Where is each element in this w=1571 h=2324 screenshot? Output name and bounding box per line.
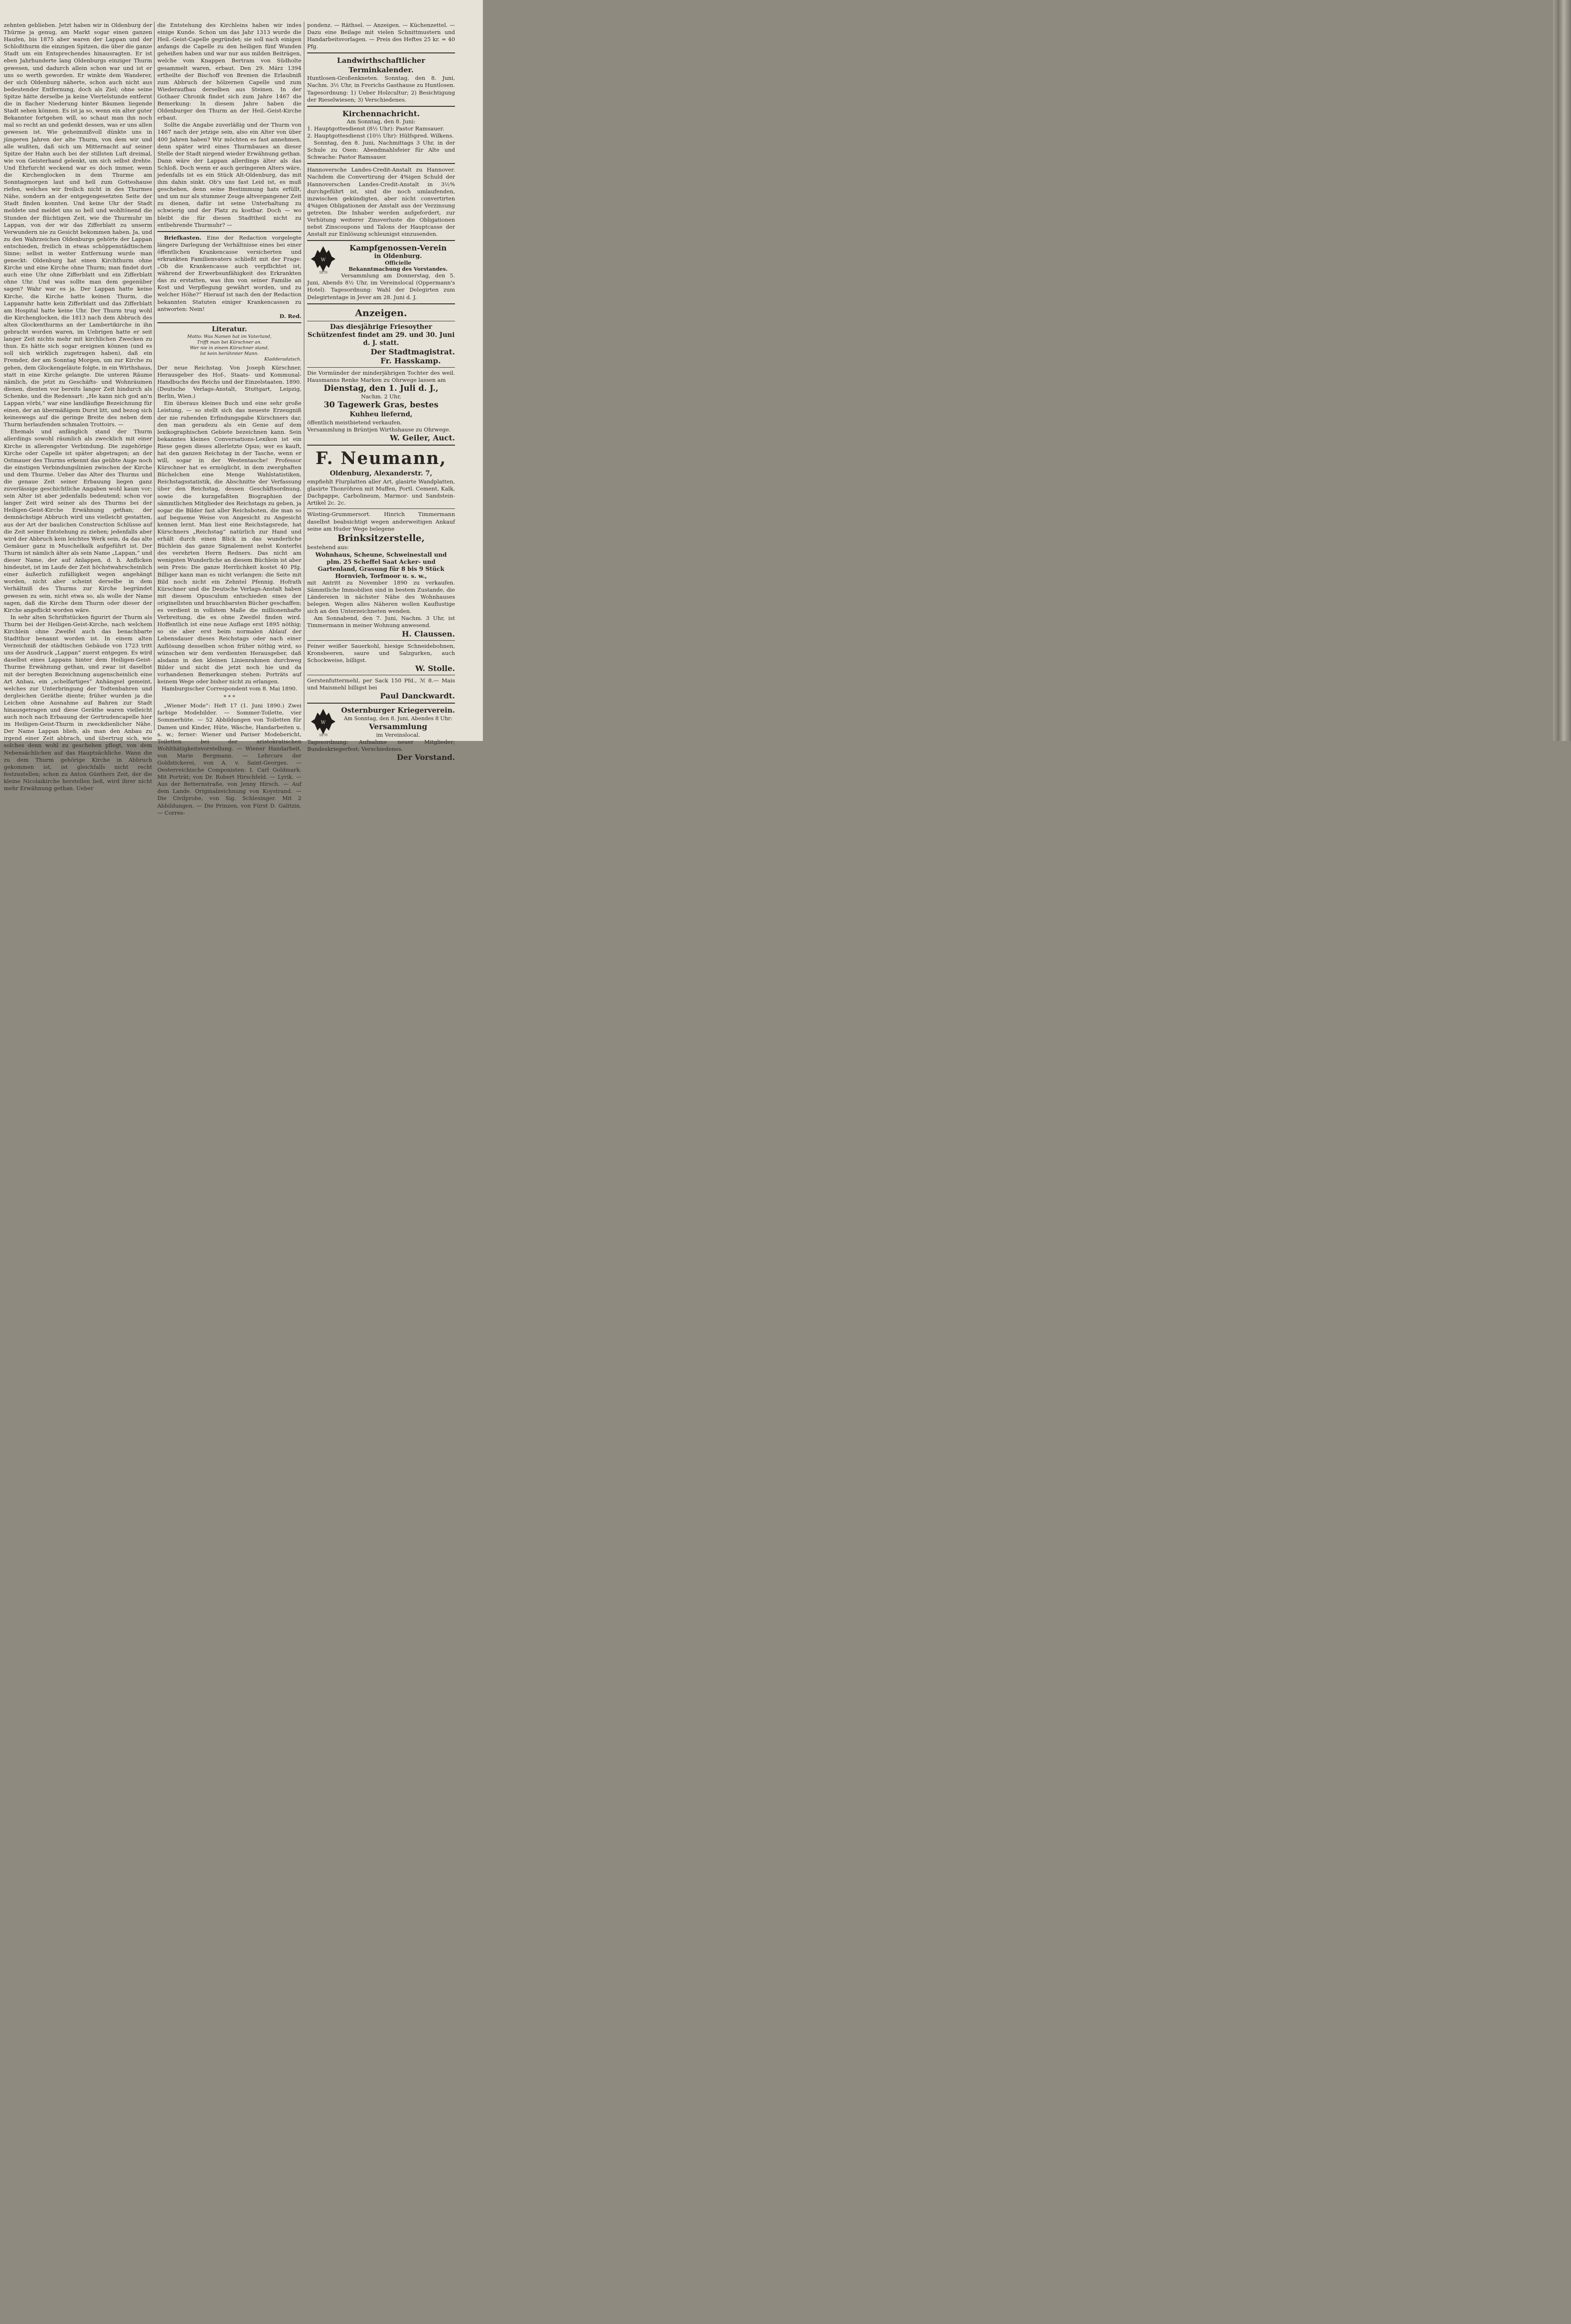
kriegerverein-versammlung: Versammlung xyxy=(369,722,428,732)
gras-line: 30 Tagewerk Gras, bestes xyxy=(324,400,438,410)
neumann-name: F. Neumann, xyxy=(315,448,447,469)
paragraph: Sollte die Angabe zuverläßig und der Thurm von 1467 nach der jetzige sein, also ein Alter von über 400 Jahren haben? Wir möchten es fast annehmen, denn später wird eines Thurmbaues an dieser Stelle der Stadt nirgend wieder Erwähnung gethan. Dann wäre der Lappan allerdings älter als das Schloß. Doch wenn er auch geringeren Alters wäre, jedenfalls ist es ein Stück Alt-Oldenburg, das mit ihm dahin sinkt. Ob's uns fast Leid ist, es muß geschehen, denn seine Bestimmung hats erfüllt, und um nur als stummer Zeuge altvergangener Zeit zu dienen, dafür ist seine Unterhaltung zu schwierig und der Platz zu kostbar. Doch — wo bleibt die für diesen Stadttheil nicht zu entbehrende Thurmuhr? — xyxy=(157,121,301,228)
nachm-line: Nachm. 2 Uhr, xyxy=(361,393,401,400)
stolle-signature: W. Stolle. xyxy=(415,663,455,673)
article-lappan xyxy=(4,22,152,792)
briefkasten-title: Briefkasten. xyxy=(164,234,202,241)
wohnhaus-text: Wohnhaus, Scheune, Schweinestall und plm. 25 Scheffel Saat Acker- und Gartenland, Grasung für 8 bis 9 Stück Hornvieh, Torfmoor u. s. w., xyxy=(315,551,447,579)
divider xyxy=(307,367,455,368)
kampfgenossen-announcement: Bekanntmachung des Vorstandes. xyxy=(348,266,448,273)
gerste-text: Gerstenfuttermehl, per Sack 150 Pfd., ℳ 8.— Mais und Maismehl billigst bei xyxy=(307,677,455,691)
kuhheu-line: Kuhheu liefernd, xyxy=(349,410,413,418)
sonnabend-text: Am Sonnabend, den 7. Juni, Nachm. 3 Uhr, ist Timmermann in meiner Wohnung anwesend. xyxy=(307,615,455,629)
column-rule xyxy=(154,22,155,731)
kirchennachricht-line: 1. Hauptgottesdienst (8½ Uhr): Pastor Ramsauer. xyxy=(307,125,445,132)
kampfgenossen-ad xyxy=(307,243,455,275)
terminkalender-text: Huntlosen-Großenkneten. Sonntag, den 8. Juni, Nachm. 3½ Uhr, in Frerichs Gasthause zu Huntlosen. Tagesordnung: 1) Ueber Holzcultur; 2) Besichtigung der Rieselwiesen; 3) Verschiedenes. xyxy=(307,75,455,103)
literatur-text: Ein überaus kleines Buch und eine sehr große Leistung, — so stellt sich das neueste Erzeugniß der nie ruhenden Erfindungsgabe Kürschners dar, den man geradezu als ein Genie auf dem lexikographischen Gebiete bezeichnen kann. Sein bekanntes kleines Conversations-Lexikon ist ein Riese gegen dieses allerletzte Opus; wer es kauft, hat den ganzen Reichstag in der Tasche, wenn er will, sogar in der Westentasche! Professor Kürschner hat es ermöglicht, in dem zwerghaften Büchelchen eine Menge Wahlstatistiken, Reichstagsstatistik, die Abschnitte der Verfassung über den Reichstag, dessen Geschäftsordnung, sowie die kurzgefaßten Biographien der sämmtlichen Mitglieder des Reichstags zu geben, ja sogar die Bilder fast aller Reichsboten, die man so auf bequeme Weise von Angesicht zu Angesicht kennen lernt. Man liest eine Reichstagsrede, hat Kürschners „Reichstag“ natürlich zur Hand und erhält durch einen Blick in das wunderliche Büchlein das ganze Signalement nebst Konterfei des verehrten Herrn Redners. Das nicht am wenigsten Wunderliche an diesem Büchlein ist aber sein Preis: Die ganze Herrlichkeit kostet 40 Pfg. Billiger kann man es nicht verlangen: die Seite mit Bild noch nicht ein Zehntel Pfennig. Hofrath Kürschner und die Deutsche Verlags-Anstalt haben mit diesem Opusculum entschieden eines der originellsten und brauchbarsten Bücher geschaffen; es verdient in vollstem Maße die millionenhafte Verbreitung, die es ohne Zweifel finden wird. Hoffentlich ist eine neue Auflage erst 1895 nöthig; so sie aber erst beim normalen Ablauf der Lebensdauer dieses Reichstags oder nach einer Auflösung desselben schon früher nöthig wird, so wünschen wir dem verdienten Herausgeber, daß alsdann in den kleinen Linienrahmen durchweg Bilder und nicht die jetzt noch hie und da vorhandenen Bemerkungen stehen: Porträts auf keinem Wege oder bisher nicht zu erlangen. xyxy=(157,400,301,685)
paragraph: zehnten geblieben. Jetzt haben wir in Oldenburg der Thürme ja genug, am Markt sogar einen ganzen Haufen, bis 1875 aber waren der Lappan und der Schloßthurm die einzigen Spitzen, die über die ganze Stadt um ein Entsprechendes hinausragten. Er ist eben Jahrhunderte lang Oldenburgs einziger Thurm gewesen, und dadurch allein schon war und ist er uns so werth geworden. Er winkte dem Wanderer, der sich Oldenburg näherte, schon auch nicht aus bedeutender Entfernung, doch als Ziel; ohne seine Spitze hätte derselbe ja keine Viertelstunde entfernt die in flacher Niederung hinter Bäumen liegende Stadt sehen können. Es ist ja so, wenn ein alter guter Bekannter fortgehen will, so schaut man ihn noch mal so recht an und gedenkt dessen, was er uns allen gewesen ist. Wie geheimnißvoll dünkte uns in jüngeren Jahren der alte Thurm, von dem wir und alle wußten, daß sich um Mitternacht auf seiner Spitze der Hahn auch bei der stillsten Luft dreimal, wie von Geisterhand gelenkt, um sich selbst drehte. Und Ehrfurcht weckend war es doch immer, wenn die Kirchenglocken in dem Thurme am Sonntagmorgen laut und hell zum Gotteshause riefen, welches wir freilich nicht in des Thurmes Nähe, sondern an der entgegengesetzten Seite der Stadt finden konnten. Und keine Uhr der Stadt meldete und meldet uns so hell und wohltönend die Stunden der flüchtigen Zeit, wie die Thurmuhr im Lappan, von der wir das Zifferblatt zu unserm Verwundern nie zu Gesicht bekommen haben. Ja, und zu den Wahrzeichen Oldenburgs gehörte der Lappan entschieden, freilich in etwas schöppenstädtischem Sinne; selbst in weiter Entfernung wurde man geneckt: Oldenburg hat einen Kirchthurm ohne Kirche und eine Kirche ohne Thurm; man findet dort auch eine Uhr ohne Zifferblatt und ein Zifferblatt ohne Uhr. Und was sollte man dem gegenüber sagen? Wahr war es ja. Der Lappan hatte keine Kirche, die Kirche hatte keinen Thurm, die Lappanuhr hatte kein Zifferblatt und das Zifferblatt am Hospital hatte keine Uhr. Der Thurm trug wohl die Kirchenglocken, die 1813 nach dem Abbruch des alten Glockenthurms an der Lambertikirche in ihn gebracht worden waren, im Uebrigen hatte er seit langer Zeit nichts mehr mit kirchlichen Zwecken zu thun. Es hätte sich sogar ereignen können (und es soll sich wirklich zugetragen haben), daß ein Fremder, der am Sonntag Morgen, um zur Kirche zu gehen, dem Glockengeläute folgte, in ein Wirthshaus, statt in eine Kirche gelangte. Die unteren Räume nämlich, die jetzt zu Geschäfts- und Wohnräumen dienen, dienten vor bereits langer Zeit hindurch als Schenke, und die Redensart: „He kann nich god an'n Lappan vörbi,“ war eine landläufige Bezeichnung für einen, der an übermäßigem Durst litt, und bezog sich keineswegs auf die geringe Breite des neben dem Thurm herlaufenden schmalen Trottoirs. — xyxy=(4,22,152,428)
kriegerverein-text: Tagesordnung: Aufnahme neuer Mitglieder; Bundeskriegerfest; Verschiedenes. xyxy=(307,739,455,753)
paragraph: Ehemals und anfänglich stand der Thurm allerdings sowohl räumlich als zwecklich mit einer Kirche in allerengster Verbindung. Die zugehörige Kirche oder Capelle ist später abgetragen; an der Ostmauer des Thurms erkennt das geübte Auge noch die einstigen Verbindungslinien zwischen der Kirche und dem Thurme. Ueber das Alter des Thurms und die genaue Zeit seiner Erbauung liegen ganz zuverlässige geschichtliche Angaben wohl kaum vor; sein Alter ist aber jedenfalls bedeutend; schon vor langer Zeit wird seiner als des Thurms bei der Heiligen-Geist-Kirche Erwähnung gethan; der demnächstige Abbruch wird uns vielleicht gestatten, aus der Art der baulichen Construction Schlüsse auf die Zeit seiner Entstehung zu ziehen; jedenfalls aber wird der Abbruch kein leichtes Werk sein, da das alte Gemäuer ganz in Muschelkalk aufgeführt ist. Der Thurm ist nämlich älter als sein Name „Lappan,“ und dieser Name, der auf Anlappen, d. h. Anflicken hindeutet, ist im Laufe der Zeit höchstwahrscheinlich einer äußerlich zufälligkeit wegen angehängt worden, nicht aber scheint derselbe in dem Verhältniß des Thurms zur Kirche begründet gewesen zu sein, nicht etwa so, als wolle der Name sagen, daß die Kirche dem Thurm oder dieser der Kirche angeflickt worden wäre. xyxy=(4,428,152,613)
divider xyxy=(307,163,455,164)
divider xyxy=(307,106,455,107)
verkauf-line: öffentlich meistbietend verkaufen. xyxy=(307,419,402,426)
paragraph: In sehr alten Schriftstücken figurirt der Thurm als Thurm bei der Heiligen-Geist-Kirche, nach welchem Kirchlein ohne Zweifel auch das benachbarte Stadtthor benannt worden ist. In einem alten Verzeichniß der städtischen Gebäude von 1723 tritt uns der Ausdruck „Lappan“ zuerst entgegen. Es wird daselbst eines Lappans hinter dem Heiligen-Geist-Thurme Erwähnung gethan, und zwar ist daselbst mit der beregten Bezeichnung augenscheinlich eine Art Anbau, ein „schelfartiges“ Anhängsel gemeint, welches zur Unterbringung der Todtenbahren und dergleichen Geräthe diente; früher wurden ja die Leichen ohne Ausnahme auf Bahren zur Stadt hinausgetragen und diese Geräthe waren vielleicht auch noch nach Erbauung der Gertrudencapelle hier im Heiligen-Geist-Thurm in zweckdienlicher Nähe. Der Name Lappan blieb, als man den Anbau zu irgend einer Zeit abbrach, und übertrug sich, wie solches denn wohl zu geschehen pflegt, von dem Nebensächlichen auf das Hauptsächliche. Wann die zu dem Thurm gehörige Kirche in Abbruch gekommen ist, ist gleichfalls nicht recht festzustellen; schon zu Anton Günthers Zeit, der die kleine Nicolaikirche herstellen ließ, wird ihrer nicht mehr Erwähnung gethan. Ueber xyxy=(4,613,152,792)
wiener-mode-text: „Wiener Mode“: Heft 17 (1. Juni 1890.) Zwei farbige Modebilder. — Sommer-Toilette, vier Sommerhüte. — 52 Abbildungen von Toiletten für Damen und Kinder, Hüte, Wäsche, Handarbeiten u. s. w.; ferner: Wiener und Pariser Modebericht, Toiletten bei der aristokratischen Wohlthätigkeitsvorstellung. — Wiener Handarbeit, von Marie Bergmann. — Lehrcurs der Goldstickerei, von A. v. Saint-Georges. — Oesterreichische Componisten: I. Carl Goldmark. Mit Porträt; von Dr. Robert Hirschfeld. — Lyrik. — Aus der Betternstraße, von Jenny Hirsch. — Auf dem Lande. Originalzeichnung von Koystrand. — Die Civilprobe, von Sig. Schlesinger. Mit 2 Abbildungen. — Die Prinzen, von Fürst D. Galitzin. — Corres- xyxy=(157,702,301,816)
geiler-signature: W. Geiler, Auct. xyxy=(390,433,455,443)
verkauf-line-2: Versammlung in Brüntjen Wirthshause zu Ohrwege. xyxy=(307,426,451,433)
kriegerverein-signature: Der Vorstand. xyxy=(396,753,455,762)
kriegerverein-ad xyxy=(307,706,455,739)
neumann-text: empfiehlt Flurplatten aller Art, glasirte Wandplatten, glasirte Thonröhren mit Muffen, Portl. Cement, Kalk, Dachpappe, Carbolineum, Marmor- und Sandstein-Artikel 2c. 2c. xyxy=(307,478,455,507)
briefkasten-text: Eine der Redaction vorgelegte längere Darlegung der Verhältnisse eines bei einer öffentlichen Krankencasse versicherten und erkrankten Familienvaters schließt mit der Frage: „Ob die Krankencasse auch verpflichtet ist, während der Erwerbsunfähigkeit des Erkrankten das zu erstatten, was ihm von seiner Familie an Kost und Verpflegung gewährt worden, und zu welcher Höhe?“ Hierauf ist nach den der Redaction bekannten Statuten einiger Krankencassen zu antworten: Nein! xyxy=(157,234,301,312)
schuetzenfest-signature-1: Der Stadtmagistrat. xyxy=(370,347,455,356)
schuetzenfest-signature-2: Fr. Hasskamp. xyxy=(380,356,441,365)
motto xyxy=(157,334,301,362)
motto-line: Kladderadatsch. xyxy=(264,356,301,362)
divider xyxy=(307,640,455,641)
divider xyxy=(307,303,455,304)
divider xyxy=(157,322,301,323)
column-2 xyxy=(157,22,301,816)
newspaper-page xyxy=(0,0,483,816)
article-lappan-continued xyxy=(157,22,301,229)
svg-text:W: W xyxy=(320,258,326,263)
kirchennachricht-date: Am Sonntag, den 8. Juni: xyxy=(346,118,416,125)
kriegerverein-location: im Vereinslocal. xyxy=(376,732,420,739)
vormuender-text: Die Vormünder der minderjährigen Tochter des weil. Hausmanns Renke Marken zu Ohrwege lassen am xyxy=(307,369,455,383)
literatur-title: Literatur. xyxy=(212,325,247,333)
kampfgenossen-official: Officielle xyxy=(385,260,412,267)
brinksitzerstelle-title: Brinksitzerstelle, xyxy=(337,533,425,543)
briefkasten-section xyxy=(157,234,301,320)
separator-stars: * * * xyxy=(223,694,235,701)
kriegerverein-title: Osternburger Kriegerverein. xyxy=(341,706,455,714)
cross-year: 1870 xyxy=(319,733,327,737)
sauerkohl-text: Feiner weißer Sauerkohl, hiesige Schneidebohnen, Kronsbeeren, saure und Salzgurken, auch Schockweise, billigst. xyxy=(307,642,455,663)
kriegerverein-date: Am Sonntag, den 8. Juni, Abendes 8 Uhr: xyxy=(343,715,453,722)
bestehend-line: bestehend aus: xyxy=(307,543,349,551)
divider xyxy=(307,52,455,53)
briefkasten-signature: D. Red. xyxy=(279,312,301,319)
divider xyxy=(307,508,455,509)
anzeigen-title: Anzeigen. xyxy=(355,307,407,318)
divider xyxy=(307,240,455,241)
wiener-mode-end: pondenz. — Räthsel. — Anzeigen. — Küchenzettel. — Dazu eine Beilage mit vielen Schnittmustern und Handarbeitsvorlagen. — Preis des Heftes 25 kr. = 40 Pfg. xyxy=(307,22,455,50)
hannover-notice: Hannoversche Landes-Credit-Anstalt zu Hannover. Nachdem die Convertirung der 4%igen Schuld der Hannoverschen Landes-Credit-Anstalt in 3½% durchgeführt ist, sind die noch umlaufenden, inzwischen gekündigten, aber nicht convertirten 4%igen Obligationen der Anstalt aus der Verzinsung getreten. Die Inhaber werden aufgefordert, zur Verhütung weiterer Zinsverluste die Obligationen nebst Zinscoupons und Talons der Hauptcasse der Anstalt zur Einlösung schleunigst einzusenden. xyxy=(307,166,455,238)
column-3 xyxy=(307,22,455,762)
terminkalender-title: Landwirthschaftlicher Terminkalender. xyxy=(337,56,425,75)
motto-line: Trifft man bei Kürschner an. xyxy=(197,339,262,345)
literatur-section xyxy=(157,364,301,817)
motto-line: Wer nie in einem Kürschner stand, xyxy=(189,345,269,351)
dienstag-line: Dienstag, den 1. Juli d. J., xyxy=(324,383,438,393)
antritt-text: mit Antritt zu November 1890 zu verkaufen. Sämmtliche Immobilien sind in bestem Zustande, die Ländereien in nächster Nähe des Wohnhauses belegen. Wegen alles Näheren wollen Kauflustige sich an den Unterzeichneten wenden. xyxy=(307,579,455,615)
paragraph: die Entstehung des Kirchleins haben wir indes einige Kunde. Schon um das Jahr 1313 wurde die Heil.-Geist-Capelle gegründet; sie soll nach einigen anfangs die Capelle zu den heiligen fünf Wunden geheißen haben und war nur aus milden Beiträgen, welche vom Knappen Bertram von Südholte gesammelt waren, erbaut. Den 29. März 1394 ertheilte der Bischoff von Bremen die Erlaubniß zum Abbruch der hölzernen Capelle und zum Wiederaufbau derselben aus Steinen. In der Gothaer Chronik findet sich zum Jahre 1467 die Bemerkung: In diesem Jahre haben die Oldenburger den Thurm an der Heil.-Geist-Kirche erbaut. xyxy=(157,22,301,121)
kirchennachricht-line: 2. Hauptgottesdienst (10½ Uhr): Hülfspred. Wilkens. xyxy=(307,132,454,139)
kampfgenossen-title: Kampfgenossen-Verein xyxy=(349,243,447,253)
wuesting-text: Wüsting-Grummersort. Hinrich Timmermann daselbst beabsichtigt wegen anderweitigen Ankauf seine am Huder Wege belegene xyxy=(307,511,455,532)
column-1 xyxy=(4,22,152,792)
literatur-source: Hamburgischer Correspondent vom 8. Mai 1890. xyxy=(161,685,298,692)
iron-cross-icon xyxy=(309,707,337,737)
claussen-signature: H. Claussen. xyxy=(402,629,455,638)
neumann-address: Oldenburg, Alexanderstr. 7, xyxy=(330,470,432,478)
kampfgenossen-text: Versammlung am Donnerstag, den 5. Juni, Abends 8½ Uhr, im Vereinslocal (Oppermann's Hotel). Tagesordnung: Wahl der Delegirten zum Delegirtentage in Jever am 28. Juni d. J. xyxy=(307,272,455,301)
divider xyxy=(307,703,455,704)
motto-line: Ist kein berühmter Mann. xyxy=(200,351,259,356)
page-edge xyxy=(1553,0,1571,741)
kampfgenossen-subtitle: in Oldenburg. xyxy=(374,253,422,260)
danckwardt-signature: Paul Danckwardt. xyxy=(380,691,455,700)
cross-year: 1870 xyxy=(319,271,327,275)
svg-text:W: W xyxy=(320,720,326,725)
kirchennachricht-title: Kirchennachricht. xyxy=(342,109,420,118)
motto-line: Motto: Was Namen hat im Vaterland, xyxy=(187,334,272,339)
schuetzenfest-ad: Das diesjährige Friesoyther Schützenfest findet am 29. und 30. Juni d. J. statt. xyxy=(307,323,455,347)
divider xyxy=(307,445,455,446)
iron-cross-icon xyxy=(309,244,337,275)
literatur-entry: Der neue Reichstag. Von Joseph Kürschner, Herausgeber des Hof-, Staats- und Kommunal-Handbuchs des Reichs und der Einzelstaaten. 1890. (Deutsche Verlags-Anstalt, Stuttgart, Leipzig, Berlin, Wien.) xyxy=(157,364,301,400)
divider xyxy=(157,231,301,232)
kirchennachricht-line: Sonntag, den 8. Juni, Nachmittags 3 Uhr, in der Schule zu Osen: Abendmahlsfeier für Alte und Schwache: Pastor Ramsauer. xyxy=(307,139,455,161)
